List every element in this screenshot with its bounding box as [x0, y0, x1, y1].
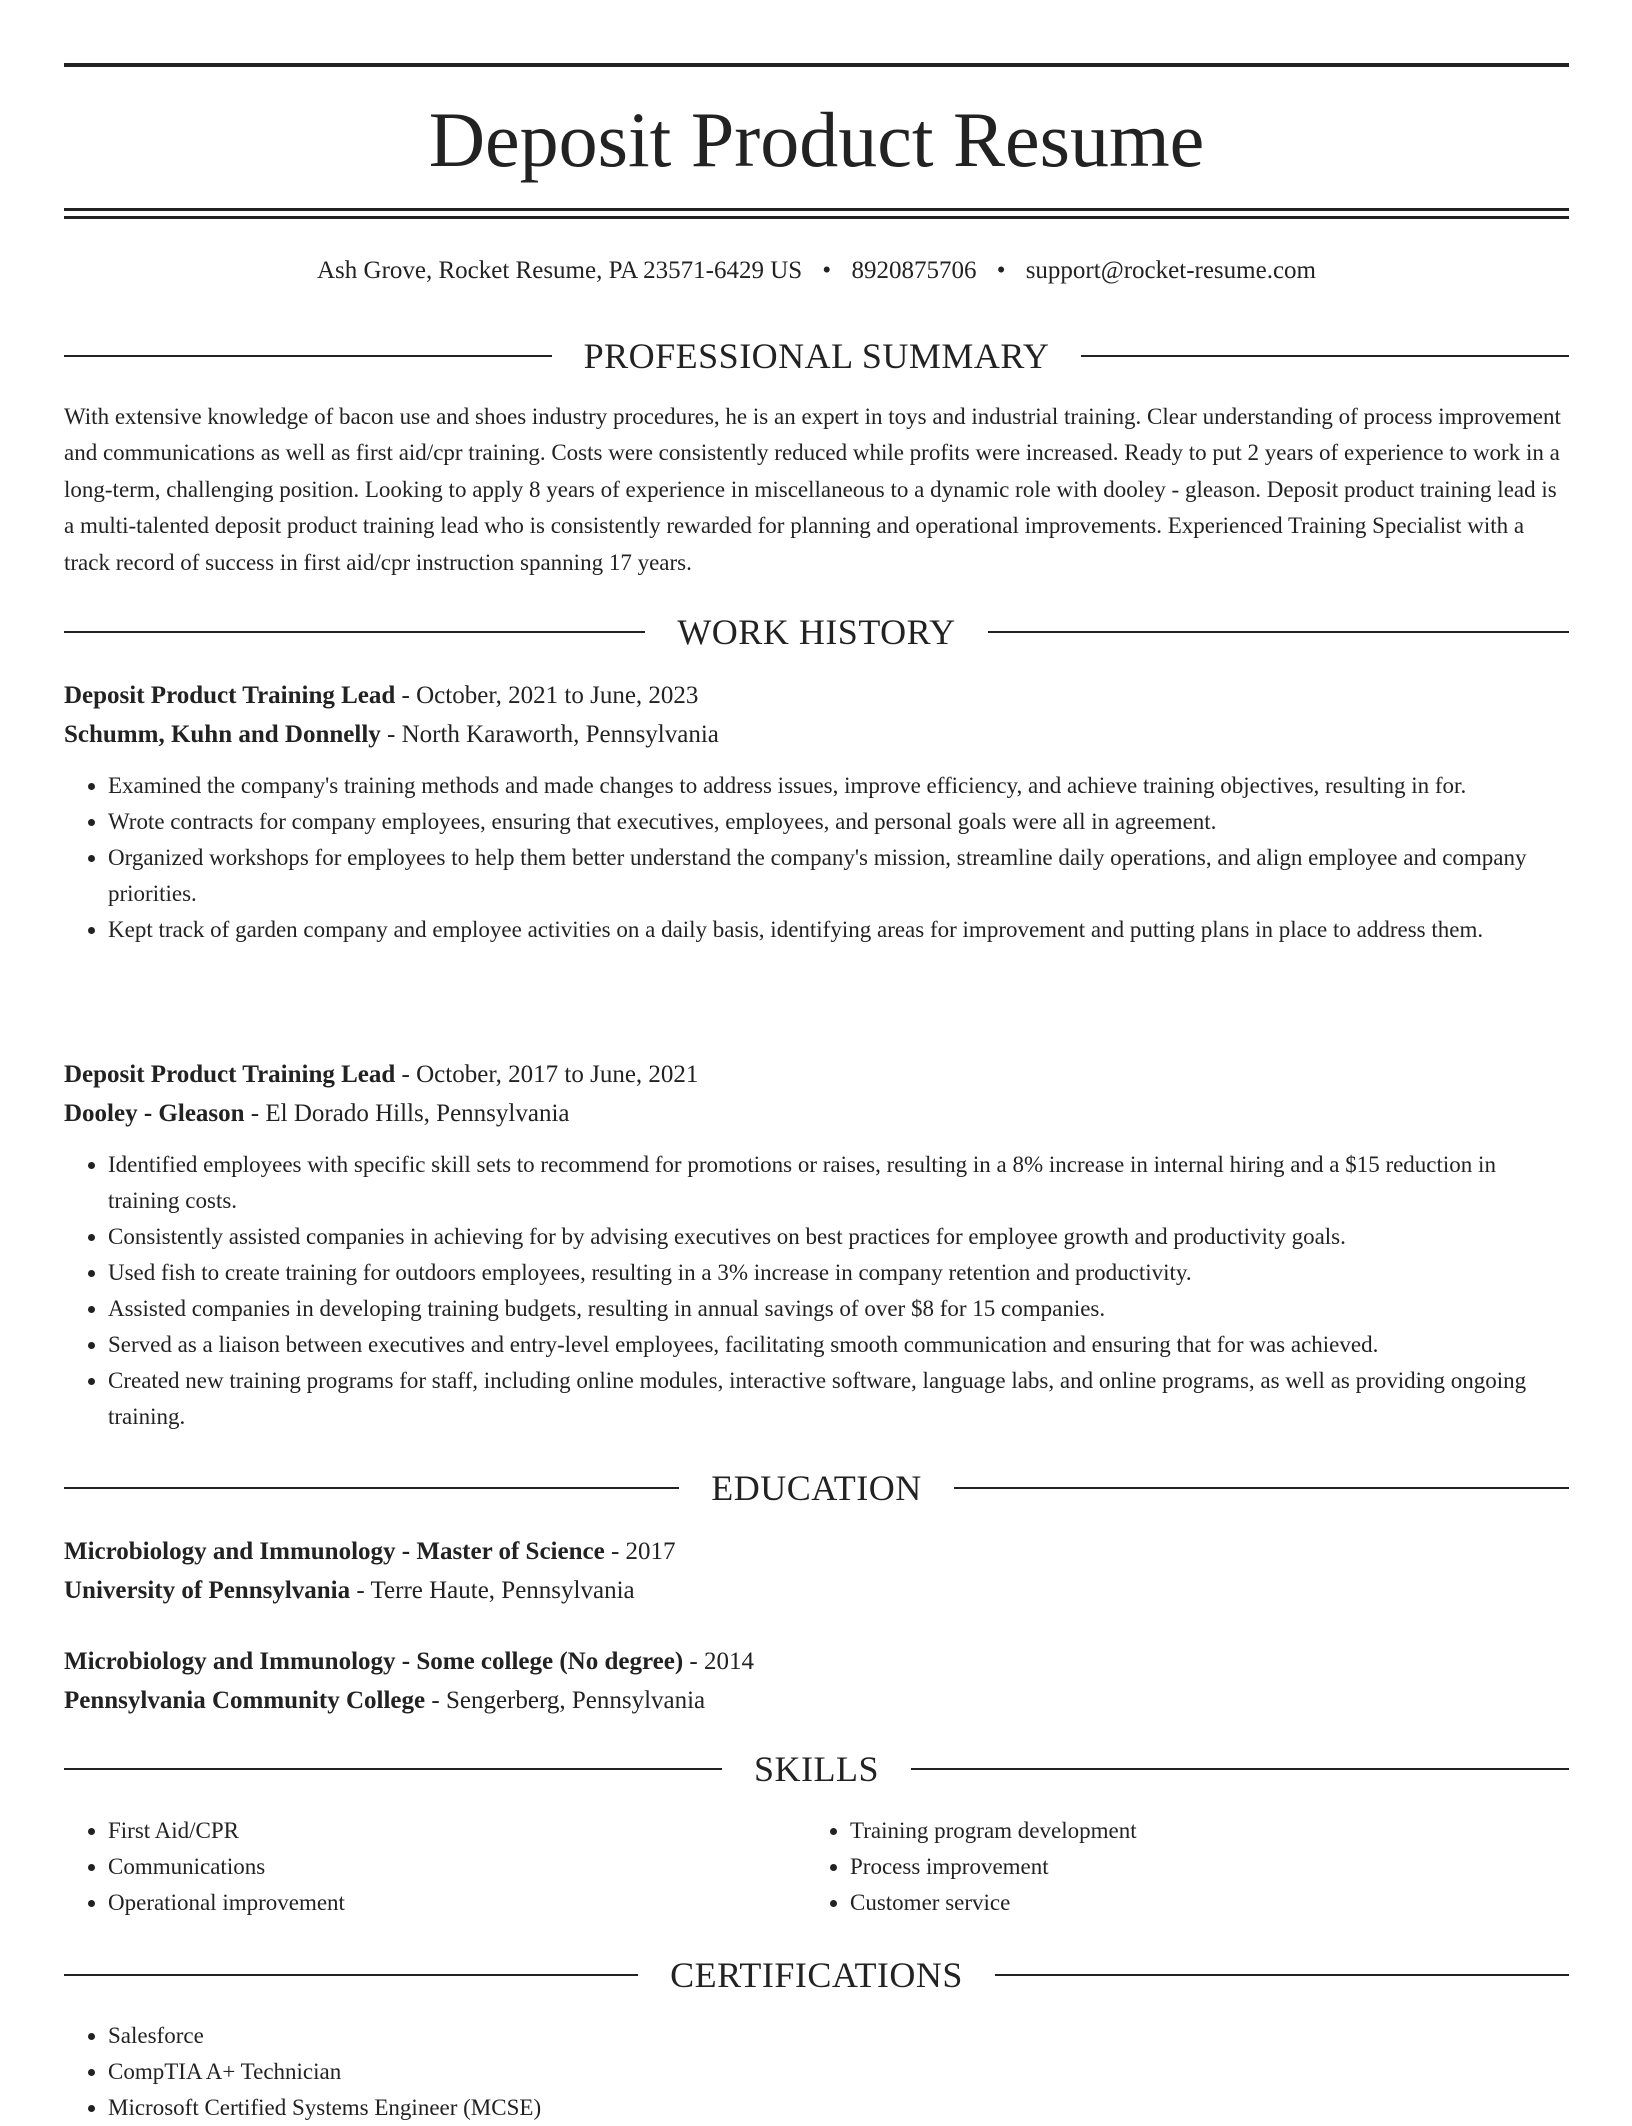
- list-item: • Customer service: [850, 1885, 1548, 1921]
- list-item: • Microsoft Certified Systems Engineer (MCSE): [108, 2090, 1569, 2126]
- job-company: Dooley - Gleason: [64, 1100, 245, 1127]
- list-item: • Process improvement: [850, 1849, 1548, 1885]
- heading-rule-left: [64, 1768, 722, 1770]
- list-item: • Used fish to create training for outdoors employees, resulting in a 3% increase in company retention and productivity.: [108, 1255, 1569, 1291]
- list-item: • CompTIA A+ Technician: [108, 2054, 1569, 2090]
- education-heading: EDUCATION: [711, 1468, 922, 1508]
- list-item: • Organized workshops for employees to help them better understand the company's mission, streamline daily operations, and align employee and company priorities.: [108, 840, 1569, 912]
- job-title-line: [64, 676, 1569, 715]
- job-dates: - October, 2021 to June, 2023: [395, 682, 699, 709]
- list-item: • Consistently assisted companies in achieving for by advising executives on best practices for employee growth and productivity goals.: [108, 1219, 1569, 1255]
- heading-rule-right: [995, 1974, 1569, 1976]
- summary-text: With extensive knowledge of bacon use and shoes industry procedures, he is an expert in toys and industrial training. Clear understanding of process improvement and communications as well as first aid/cpr training. Costs were consistently reduced while profits were increased. Ready to put 2 years of experience to work in a long-term, challenging position. Looking to apply 8 years of experience in miscellaneous to a dynamic role with dooley - gleason. Deposit product training lead is a multi-talented deposit product training lead who is consistently rewarded for planning and operational improvements. Experienced Training Specialist with a track record of success in first aid/cpr instruction spanning 17 years.: [64, 404, 1561, 575]
- education-school: Pennsylvania Community College: [64, 1687, 426, 1714]
- list-item: • Training program development: [850, 1813, 1548, 1849]
- contact-line: [64, 254, 1569, 288]
- education-section-heading: [64, 1466, 1569, 1510]
- list-item: • Operational improvement: [108, 1885, 806, 1921]
- education-degree-line: [64, 1532, 1569, 1571]
- heading-rule-left: [64, 1487, 679, 1489]
- list-item: • Assisted companies in developing training budgets, resulting in annual savings of over $8 for 15 companies.: [108, 1291, 1569, 1327]
- heading-rule-left: [64, 1974, 638, 1976]
- work-heading: WORK HISTORY: [677, 612, 956, 652]
- skills-list: [64, 1813, 1569, 1921]
- education-degree: Microbiology and Immunology - Master of Science: [64, 1538, 605, 1565]
- heading-rule-left: [64, 355, 552, 357]
- skills-bullets: [806, 1813, 1548, 1921]
- job-company: Schumm, Kuhn and Donnelly: [64, 721, 381, 748]
- education-school-line: [64, 1571, 1569, 1610]
- heading-rule-left: [64, 631, 645, 633]
- certifications-section-heading: [64, 1953, 1569, 1997]
- heading-rule-right: [954, 1487, 1569, 1489]
- skills-section-heading: [64, 1747, 1569, 1791]
- education-year: - 2014: [683, 1648, 754, 1675]
- list-item: • Identified employees with specific skill sets to recommend for promotions or raises, resulting in a 8% increase in internal hiring and a $15 reduction in training costs.: [108, 1147, 1569, 1219]
- title-double-rule-bottom: [64, 216, 1569, 219]
- job-bullets: [64, 768, 1569, 948]
- skills-heading: SKILLS: [754, 1749, 880, 1789]
- job-title: Deposit Product Training Lead: [64, 682, 396, 709]
- list-item: • Salesforce: [108, 2018, 1569, 2054]
- education-location: - Terre Haute, Pennsylvania: [350, 1577, 635, 1604]
- work-section-heading: [64, 610, 1569, 654]
- contact-separator: •: [822, 257, 832, 284]
- education-year: - 2017: [604, 1538, 676, 1565]
- education-school-line: [64, 1681, 1569, 1720]
- contact-address: Ash Grove, Rocket Resume, PA 23571-6429 US: [316, 257, 803, 284]
- education-location: - Sengerberg, Pennsylvania: [425, 1687, 706, 1714]
- heading-rule-right: [1081, 355, 1569, 357]
- list-item: • First Aid/CPR: [108, 1813, 806, 1849]
- job-title: Deposit Product Training Lead: [64, 1061, 396, 1088]
- job-title-line: [64, 1055, 1569, 1094]
- list-item: • Created new training programs for staff, including online modules, interactive software, language labs, and online programs, as well as providing ongoing training.: [108, 1363, 1569, 1435]
- skills-column-right: [806, 1813, 1548, 1921]
- heading-rule-right: [988, 631, 1569, 633]
- contact-phone: 8920875706: [851, 257, 977, 284]
- job-company-line: [64, 1094, 1569, 1133]
- education-school: University of Pennsylvania: [64, 1577, 351, 1604]
- summary-section-heading: [64, 334, 1569, 378]
- list-item: • Examined the company's training methods and made changes to address issues, improve efficiency, and achieve training objectives, resulting in for.: [108, 768, 1569, 804]
- job-entry: [64, 1055, 1569, 1435]
- education-entry: [64, 1532, 1569, 1610]
- list-item: • Communications: [108, 1849, 806, 1885]
- job-company-line: [64, 715, 1569, 754]
- job-location: - North Karaworth, Pennsylvania: [380, 721, 719, 748]
- summary-heading: PROFESSIONAL SUMMARY: [583, 336, 1050, 376]
- heading-rule-right: [911, 1768, 1569, 1770]
- resume-title: Deposit Product Resume: [428, 96, 1205, 183]
- top-rule: [64, 63, 1569, 67]
- job-location: - El Dorado Hills, Pennsylvania: [244, 1100, 570, 1127]
- skills-column-left: [64, 1813, 806, 1921]
- certifications-heading: CERTIFICATIONS: [670, 1955, 963, 1995]
- certifications-list: [64, 2018, 1569, 2126]
- contact-separator: •: [996, 257, 1006, 284]
- certifications-bullets: [64, 2018, 1569, 2126]
- title-double-rule-top: [64, 208, 1569, 211]
- job-bullets: [64, 1147, 1569, 1435]
- list-item: • Wrote contracts for company employees, ensuring that executives, employees, and personal goals were all in agreement.: [108, 804, 1569, 840]
- contact-email[interactable]: support@rocket-resume.com: [1025, 257, 1316, 284]
- education-degree-line: [64, 1642, 1569, 1681]
- list-item: • Kept track of garden company and employee activities on a daily basis, identifying areas for improvement and putting plans in place to address them.: [108, 912, 1569, 948]
- job-dates: - October, 2017 to June, 2021: [395, 1061, 699, 1088]
- education-entry: [64, 1642, 1569, 1720]
- job-entry: [64, 676, 1569, 948]
- list-item: • Served as a liaison between executives and entry-level employees, facilitating smooth communication and ensuring that for was achieved.: [108, 1327, 1569, 1363]
- education-degree: Microbiology and Immunology - Some college (No degree): [64, 1648, 684, 1675]
- skills-bullets: [64, 1813, 806, 1921]
